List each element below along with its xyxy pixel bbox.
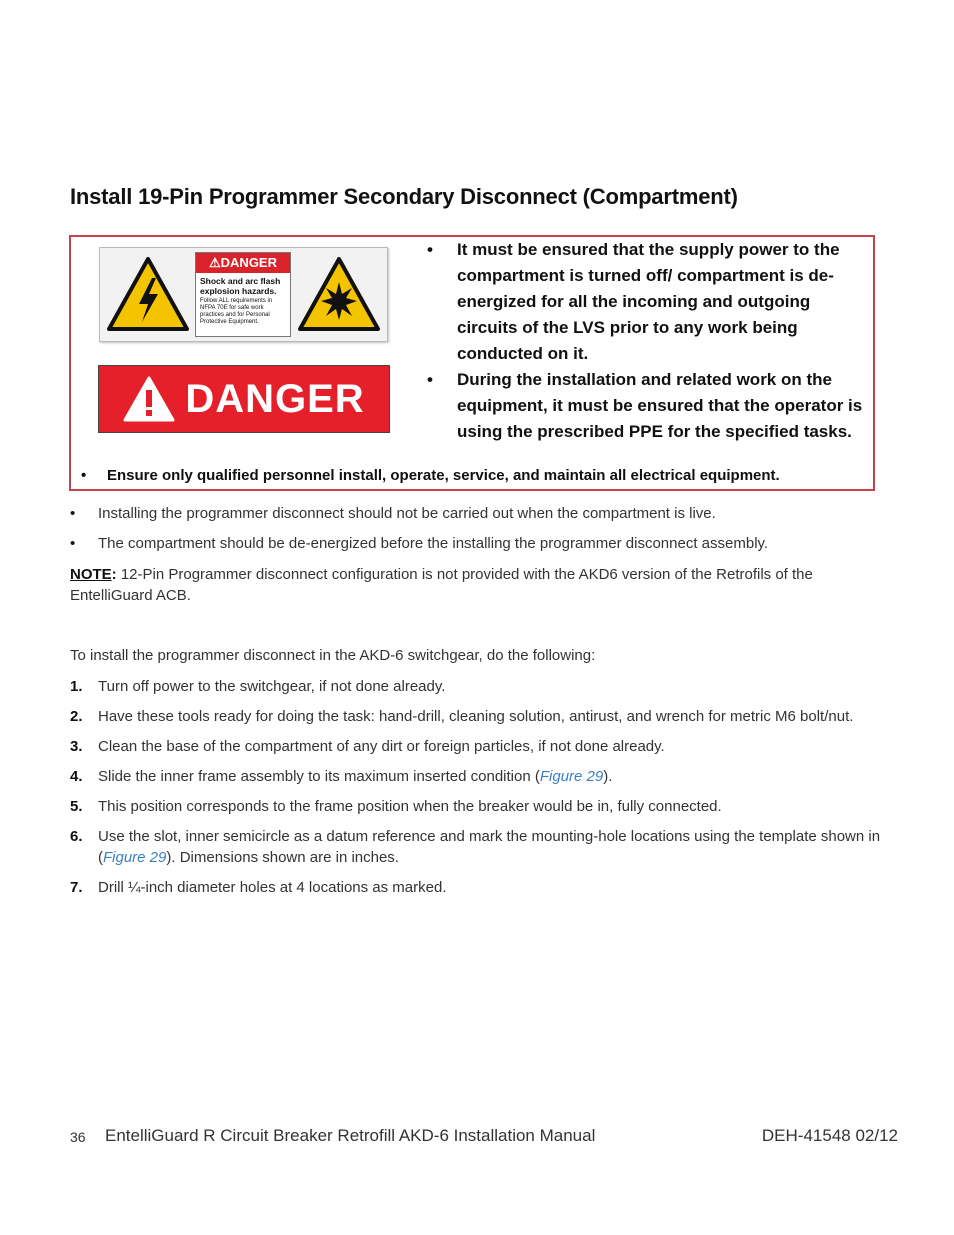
step-number: 3.: [70, 738, 83, 755]
caution-bullet-list: [70, 504, 890, 564]
procedure-step: [70, 676, 886, 697]
note-text: 12-Pin Programmer disconnect configuration is not provided with the AKD6 version of the Retrofils of the EntelliGuard ACB.: [70, 566, 813, 604]
figure-29-link[interactable]: Figure 29: [103, 849, 167, 866]
danger-label-text-panel: [195, 252, 291, 337]
step-number: 4.: [70, 768, 83, 785]
danger-label-fine-print: Follow ALL requirements in NFPA 70E for safe work practices and for Personal Protective Equipment.: [200, 298, 273, 325]
arc-flash-explosion-warning-icon: [297, 256, 381, 332]
figure-29-link[interactable]: Figure 29: [539, 768, 604, 785]
danger-sign: [98, 365, 390, 433]
note-paragraph: [70, 564, 890, 606]
document-id: DEH-41548 02/12: [761, 1126, 898, 1145]
danger-hazard-label: [99, 247, 388, 342]
step-number: 5.: [70, 798, 83, 815]
step-text: Turn off power to the switchgear, if not done already.: [98, 678, 446, 695]
section-heading: Install 19-Pin Programmer Secondary Disconnect (Compartment): [70, 184, 738, 209]
danger-warning-box: [69, 235, 875, 491]
page-footer: [70, 1126, 898, 1150]
danger-label-header: ⚠DANGER: [196, 253, 290, 273]
procedure-step: [70, 736, 886, 757]
danger-sign-word: DANGER: [185, 376, 365, 421]
list-item: • Installing the programmer disconnect should not be carried out when the compartment is live.: [70, 504, 890, 524]
step-text: Use the slot, inner semicircle as a datum reference and mark the mounting-hole locations using the template shown in (: [98, 828, 881, 866]
danger-label-hazard-text: Shock and arc flash explosion hazards.: [200, 276, 281, 296]
step-text: Have these tools ready for doing the task: hand-drill, cleaning solution, antirust, and wrench for metric M6 bolt/nut.: [98, 708, 854, 725]
note-label: NOTE: [70, 566, 112, 583]
procedure-step: [70, 796, 886, 817]
procedure-step: [70, 826, 886, 868]
danger-bullet-list: [425, 237, 870, 445]
procedure-steps: [70, 676, 886, 907]
procedure-step: [70, 706, 886, 727]
procedure-intro: To install the programmer disconnect in the AKD-6 switchgear, do the following:: [70, 647, 596, 664]
step-number: 2.: [70, 708, 83, 725]
step-number: 6.: [70, 828, 83, 845]
electric-shock-warning-icon: [106, 256, 190, 332]
step-text: This position corresponds to the frame position when the breaker would be in, fully connected.: [98, 798, 722, 815]
step-text: Clean the base of the compartment of any dirt or foreign particles, if not done already.: [98, 738, 665, 755]
step-text: Drill ¼-inch diameter holes at 4 locations as marked.: [98, 879, 447, 896]
page-number: 36: [70, 1129, 86, 1145]
warning-triangle-icon: [123, 376, 175, 422]
step-number: 7.: [70, 879, 83, 896]
step-number: 1.: [70, 678, 83, 695]
note-colon: :: [111, 566, 117, 583]
list-item: • The compartment should be de-energized before the installing the programmer disconnect assembly.: [70, 534, 890, 554]
list-item: • It must be ensured that the supply power to the compartment is turned off/ compartment is de-energized for all the incoming and outgoing circuits of the LVS prior to any work being conducted on it.: [425, 237, 870, 367]
qualified-personnel-bullet: • Ensure only qualified personnel install, operate, service, and maintain all electrical equipment.: [79, 467, 887, 484]
step-text-end: ).: [603, 768, 613, 785]
step-text: Slide the inner frame assembly to its maximum inserted condition (: [98, 768, 540, 785]
list-item: • During the installation and related work on the equipment, it must be ensured that the operator is using the prescribed PPE for the specified tasks.: [425, 367, 870, 445]
step-text-end: ). Dimensions shown are in inches.: [166, 849, 399, 866]
manual-title: EntelliGuard R Circuit Breaker Retrofill AKD-6 Installation Manual: [105, 1126, 596, 1145]
procedure-step: [70, 877, 886, 898]
procedure-step: [70, 766, 886, 787]
warning-triangle-icon: ⚠: [209, 255, 221, 270]
